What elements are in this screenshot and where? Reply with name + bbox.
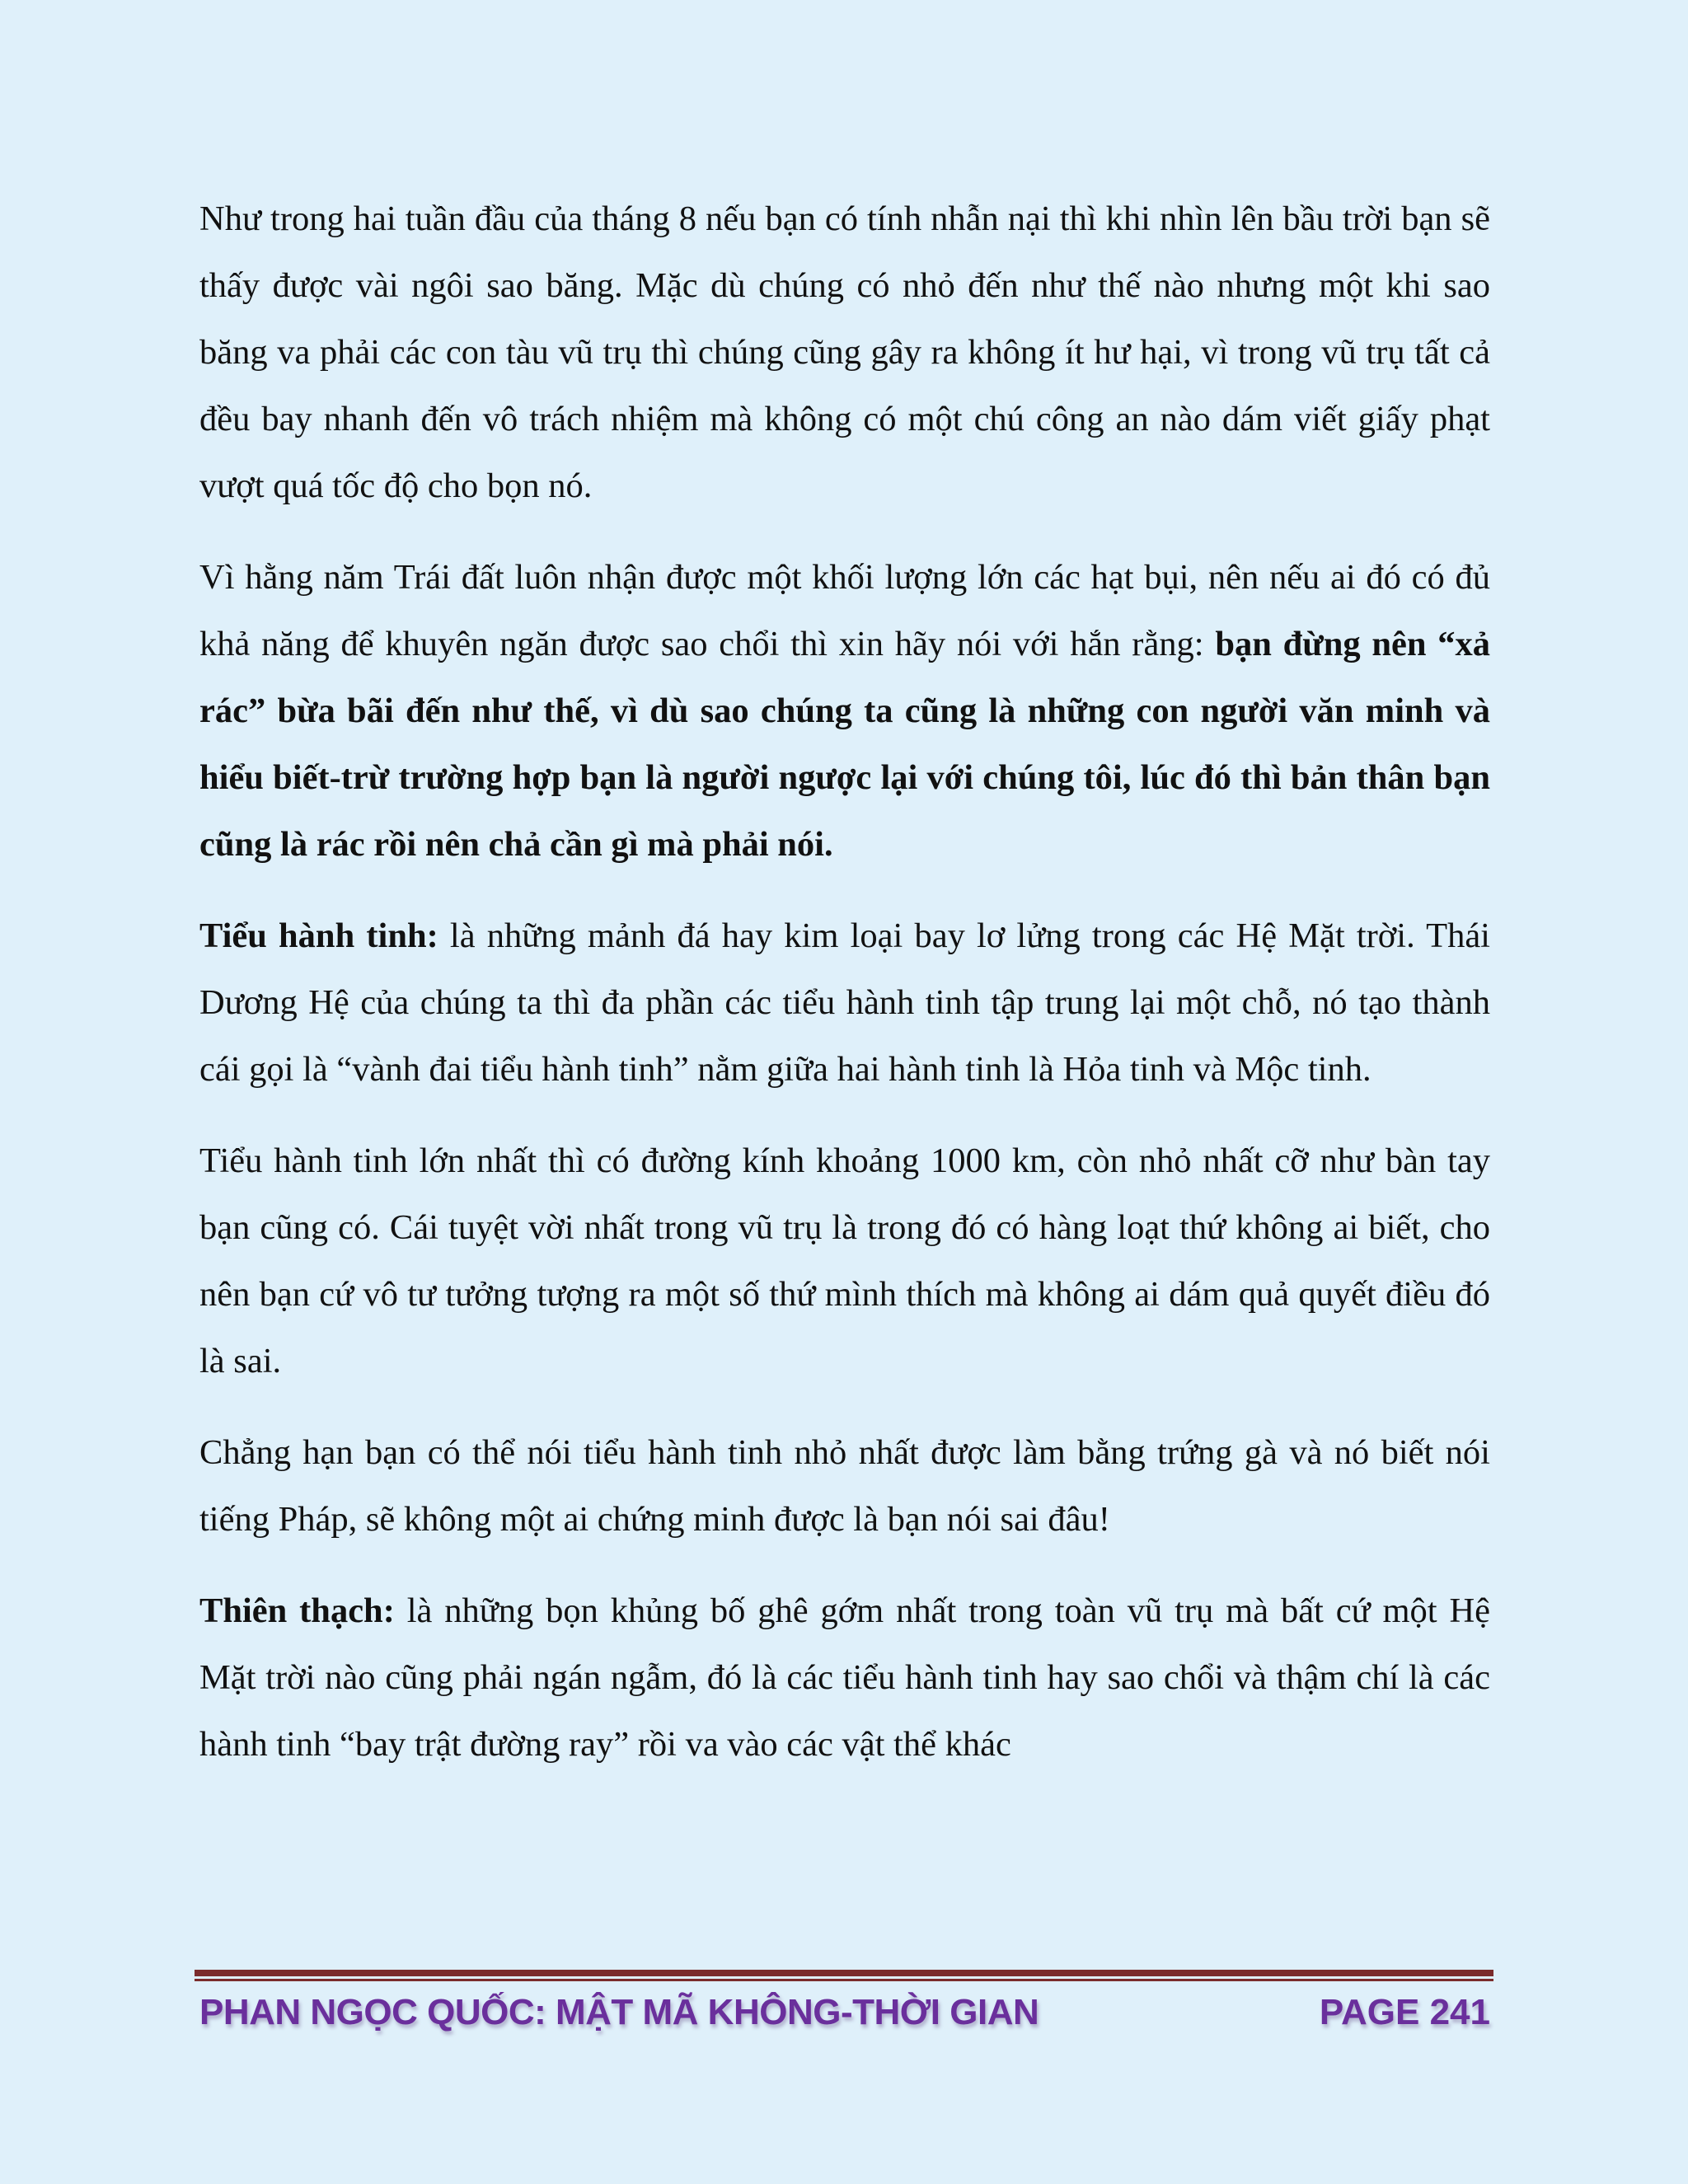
paragraph-text: Vì hằng năm Trái đất luôn nhận được một khối lượng lớn các hạt bụi, nên nếu ai đó có đủ khả năng để khuyên ngăn được sao chổi thì xin hãy nói với hắn rằng: [199, 558, 1490, 663]
paragraph-text: là những mảnh đá hay kim loại bay lơ lửng trong các Hệ Mặt trời. Thái Dương Hệ của chúng ta thì đa phần các tiểu hành tinh tập trung lại một chỗ, nó tạo thành cái gọi là “vành đai tiểu hành tinh” nằm giữa hai hành tinh là Hỏa tinh và Mộc tinh. [199, 916, 1490, 1089]
footer-book-title: PHAN NGỌC QUỐC: MẬT MÃ KHÔNG-THỜI GIAN [199, 1992, 1039, 2032]
body-text [199, 185, 1490, 1802]
footer-page-number: PAGE 241 [1319, 1992, 1490, 2032]
term-meteorite: Thiên thạch: [199, 1591, 395, 1630]
footer-divider-thin [195, 1979, 1493, 1981]
footer-divider-thick [195, 1970, 1493, 1976]
paragraph-text: Như trong hai tuần đầu của tháng 8 nếu bạn có tính nhẫn nại thì khi nhìn lên bầu trời bạn sẽ thấy được vài ngôi sao băng. Mặc dù chúng có nhỏ đến như thế nào nhưng một khi sao băng va phải các con tàu vũ trụ thì chúng cũng gây ra không ít hư hại, vì trong vũ trụ tất cả đều bay nhanh đến vô trách nhiệm mà không có một chú công an nào dám viết giấy phạt vượt quá tốc độ cho bọn nó. [199, 199, 1490, 505]
paragraph-meteorites [199, 1577, 1490, 1778]
page-footer [199, 1988, 1490, 2037]
paragraph-meteors [199, 185, 1490, 519]
paragraph-bold-text: bạn đừng nên “xả rác” bừa bãi đến như thế, vì dù sao chúng ta cũng là những con người văn minh và hiểu biết-trừ trường hợp bạn là người ngược lại với chúng tôi, lúc đó thì bản thân bạn cũng là rác rồi nên chả cần gì mà phải nói. [199, 625, 1490, 864]
paragraph-text: Chẳng hạn bạn có thể nói tiểu hành tinh nhỏ nhất được làm bằng trứng gà và nó biết nói tiếng Pháp, sẽ không một ai chứng minh được là bạn nói sai đâu! [199, 1433, 1490, 1539]
paragraph-text: là những bọn khủng bố ghê gớm nhất trong toàn vũ trụ mà bất cứ một Hệ Mặt trời nào cũng phải ngán ngẫm, đó là các tiểu hành tinh hay sao chổi và thậm chí là các hành tinh “bay trật đường ray” rồi va vào các vật thể khác [199, 1591, 1491, 1764]
paragraph-text: Tiểu hành tinh lớn nhất thì có đường kính khoảng 1000 km, còn nhỏ nhất cỡ như bàn tay bạn cũng có. Cái tuyệt vời nhất trong vũ trụ là trong đó có hàng loạt thứ không ai biết, cho nên bạn cứ vô tư tưởng tượng ra một số thứ mình thích mà không ai dám quả quyết điều đó là sai. [199, 1141, 1490, 1380]
paragraph-example [199, 1419, 1490, 1553]
term-asteroid: Tiểu hành tinh: [199, 916, 438, 955]
paragraph-asteroid-size [199, 1127, 1490, 1394]
paragraph-dust [199, 544, 1490, 878]
footer-divider [195, 1970, 1493, 1981]
paragraph-asteroids [199, 902, 1490, 1103]
